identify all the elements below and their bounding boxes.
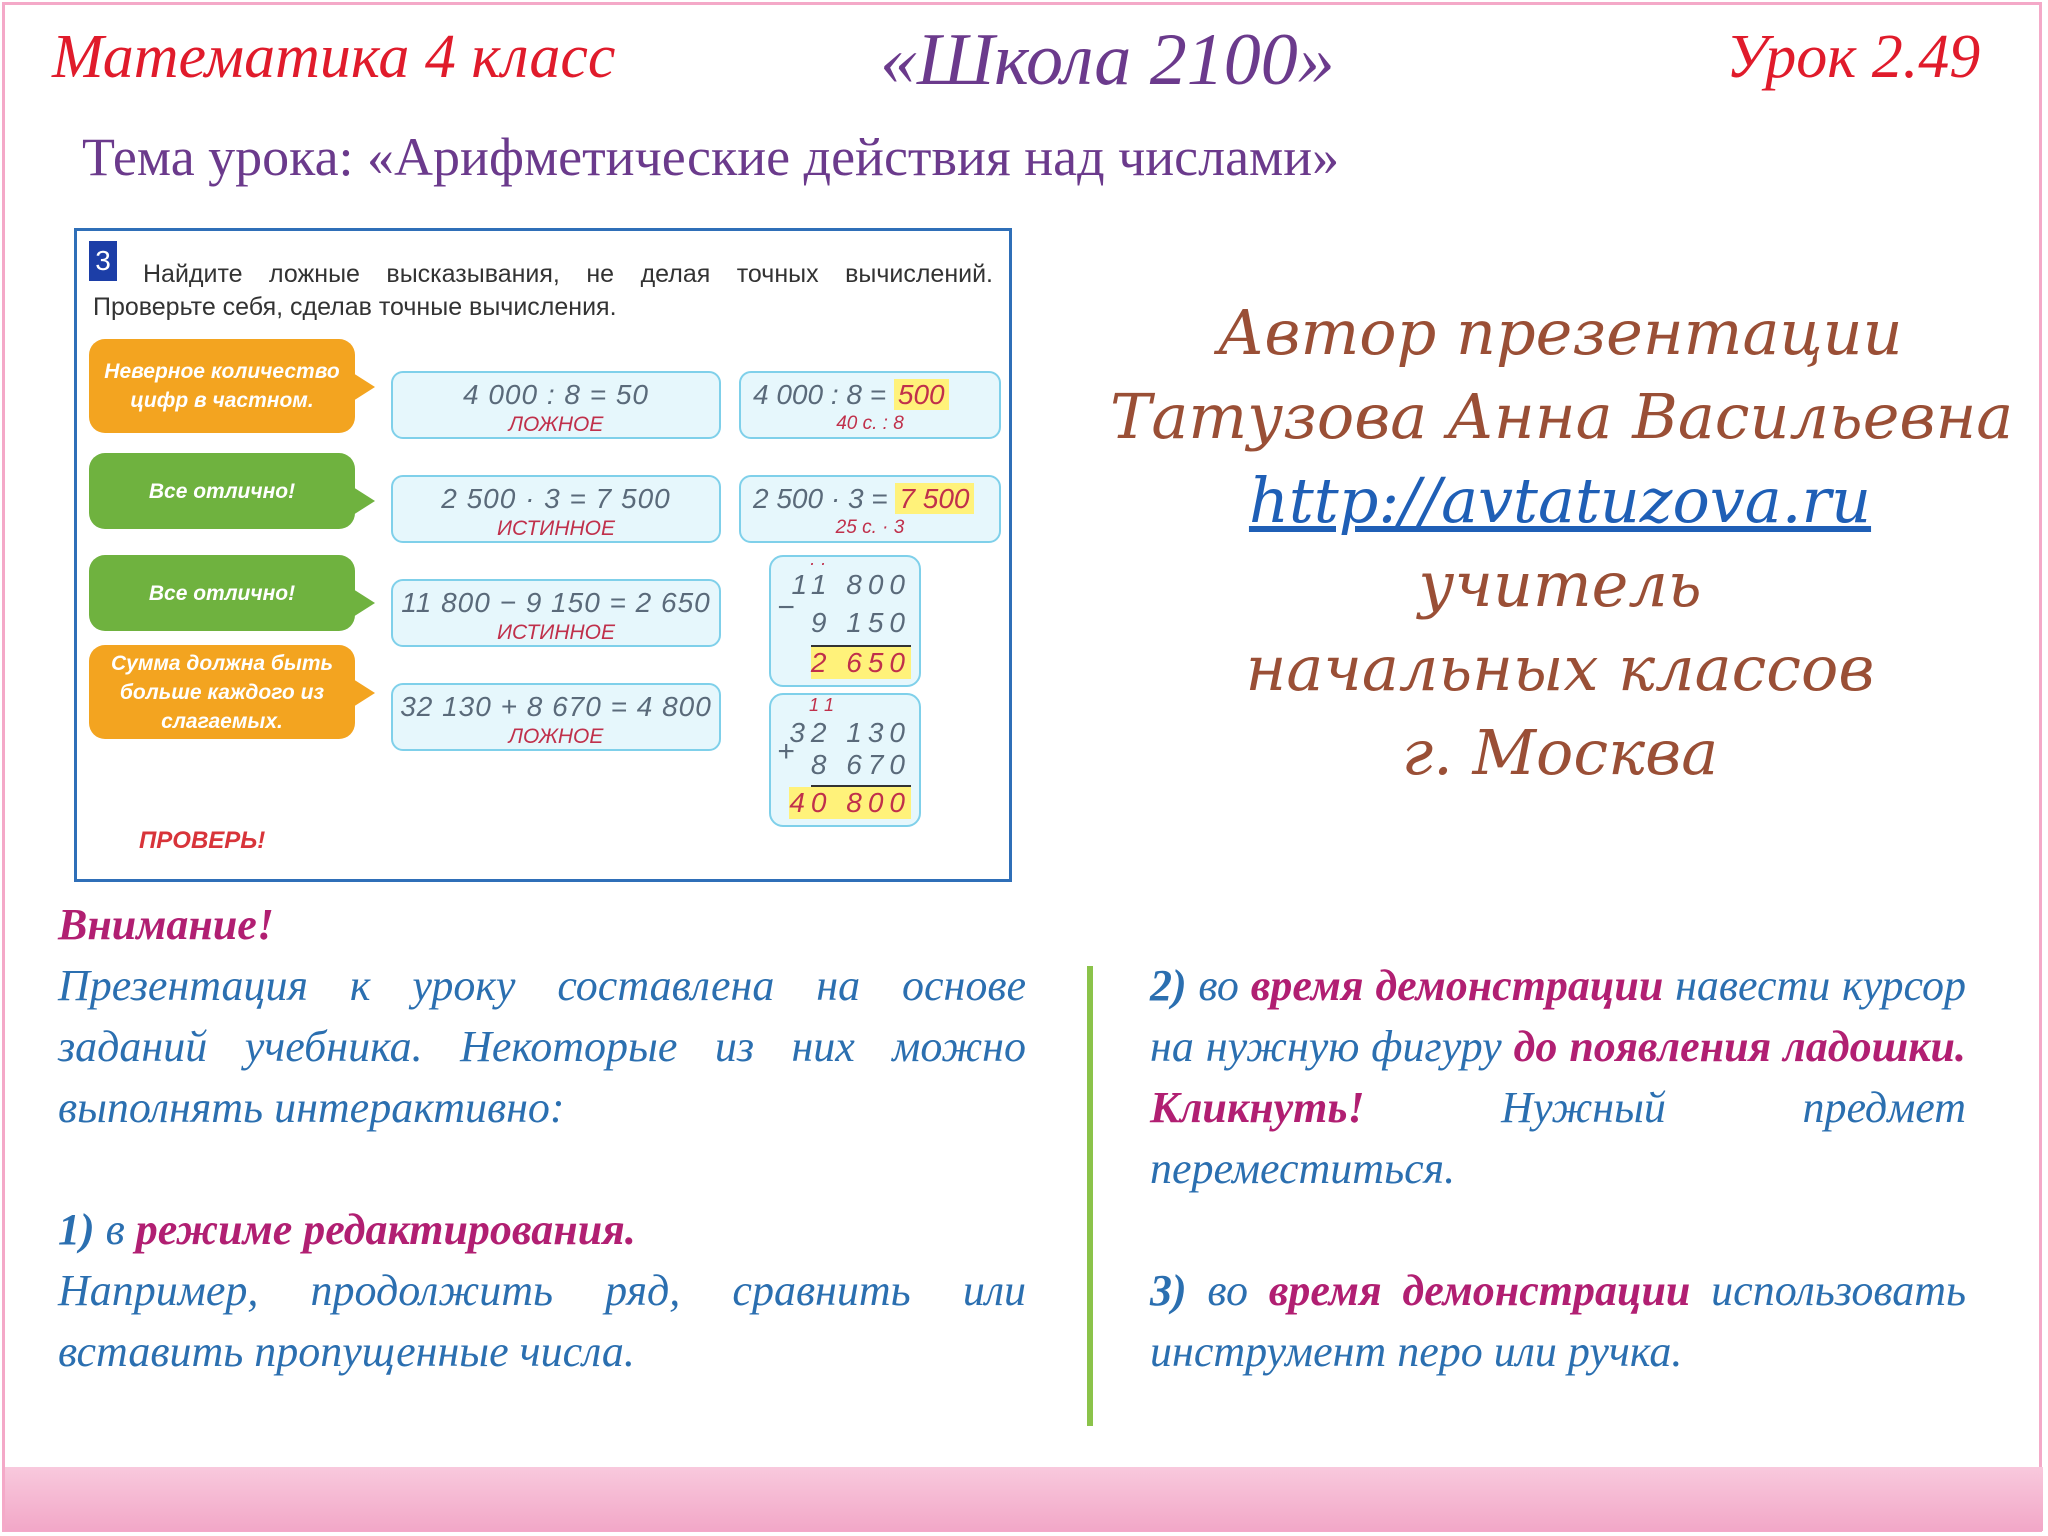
point-1-mode: режиме редактирования.: [135, 1205, 636, 1254]
check-card[interactable]: [739, 371, 1001, 439]
equation-verdict: ИСТИННОЕ: [496, 621, 615, 644]
equation-text: 32 130 + 8 670 = 4 800: [400, 691, 712, 722]
check-card[interactable]: [739, 475, 1001, 543]
point-1-number: 1): [58, 1205, 95, 1254]
textbook-exercise: [74, 228, 1012, 882]
task-line-2: Проверьте себя, сделав точные вычисления.: [93, 293, 617, 321]
equation-card[interactable]: [391, 475, 721, 543]
hint-bubble[interactable]: Неверное количество цифр в частном.: [89, 339, 355, 433]
subject-label: Математика 4 класс: [52, 23, 616, 91]
hint-bubble[interactable]: Сумма должна быть больше каждого из слагаемых.: [89, 645, 355, 739]
column-addition[interactable]: [769, 693, 921, 827]
subtrahend: 9 150: [810, 607, 911, 638]
check-left: 2 500 · 3 =: [753, 483, 888, 514]
author-title: Автор презентации: [1217, 296, 1903, 369]
equation-card[interactable]: [391, 683, 721, 751]
task-number: 3: [89, 241, 117, 281]
minuend: 11 800: [791, 569, 911, 600]
equation-verdict: ЛОЖНОЕ: [508, 413, 604, 436]
point-2-text-a: во: [1186, 961, 1251, 1010]
equation-card[interactable]: [391, 371, 721, 439]
difference: 2 650: [810, 647, 911, 678]
column-subtraction[interactable]: [769, 555, 921, 687]
equation-text: 2 500 · 3 = 7 500: [441, 483, 671, 514]
notes-right: [1150, 955, 1966, 1382]
point-3-number: 3): [1150, 1266, 1187, 1315]
author-website-link[interactable]: http://avtatuzova.ru: [1248, 464, 1872, 537]
equation-text: 4 000 : 8 = 50: [462, 379, 650, 410]
check-hint: 25 с. · 3: [835, 517, 905, 538]
equation-verdict: ЛОЖНОЕ: [508, 725, 604, 748]
check-left: 4 000 : 8 =: [753, 379, 887, 410]
sum: 40 800: [789, 787, 911, 818]
lesson-topic: Тема урока: «Арифметические действия над числами»: [82, 127, 1340, 187]
equation-verdict: ИСТИННОЕ: [496, 517, 615, 540]
point-3: [1150, 1260, 1966, 1382]
plus-sign: +: [777, 735, 801, 768]
program-title: «Школа 2100»: [880, 19, 1335, 101]
point-2-click: до появления ладошки. Кликнуть!: [1150, 1022, 1966, 1132]
point-1-in: в: [94, 1205, 136, 1254]
carry-marks: 1 1: [809, 695, 835, 715]
point-1-example: Например, продолжить ряд, сравнить или вставить пропущенные числа.: [58, 1266, 1026, 1376]
check-label[interactable]: ПРОВЕРЬ!: [139, 827, 266, 854]
minus-sign: −: [777, 591, 801, 624]
author-city: г. Москва: [1401, 716, 1719, 789]
hint-bubble[interactable]: Все отлично!: [89, 453, 355, 529]
check-hint: 40 с. : 8: [836, 413, 904, 434]
notes-left: [58, 955, 1026, 1382]
point-2: [1150, 955, 1966, 1199]
point-3-demo: время демонстрации: [1268, 1266, 1691, 1315]
point-2-text-c: навести курсор на нужную фигуру: [1150, 961, 1966, 1071]
attention-heading: Внимание!: [58, 900, 274, 949]
addend-2: 8 670: [810, 749, 911, 780]
point-1: [58, 1199, 1026, 1260]
check-expression: [753, 483, 974, 515]
point-3-text-a: во: [1186, 1266, 1269, 1315]
lesson-label: Урок 2.49: [1726, 23, 1981, 91]
check-result: 7 500: [895, 483, 973, 514]
author-role-detail: начальных классов: [1245, 632, 1875, 705]
point-2-text-e: Нужный предмет переместиться.: [1150, 1083, 1966, 1193]
check-result: 500: [894, 379, 949, 410]
task-line-1: Найдите ложные высказывания, не делая точных вычислений.: [143, 260, 993, 288]
carry-marks: · ·: [809, 553, 826, 573]
hint-bubble[interactable]: Все отлично!: [89, 555, 355, 631]
addend-1: 32 130: [789, 717, 911, 748]
column-divider: [1087, 966, 1093, 1426]
author-name: Татузова Анна Васильевна: [1110, 380, 2014, 453]
point-2-number: 2): [1150, 961, 1187, 1010]
equation-text: 11 800 − 9 150 = 2 650: [401, 587, 711, 618]
author-role: учитель: [1418, 548, 1702, 621]
check-expression: [753, 379, 949, 411]
equation-card[interactable]: [391, 579, 721, 647]
point-2-demo: время демонстрации: [1250, 961, 1664, 1010]
bottom-decor-bar: [5, 1467, 2043, 1531]
point-3-text-c: использовать инструмент перо или ручка.: [1150, 1266, 1966, 1376]
intro-text: Презентация к уроку составлена на основе заданий учебника. Некоторые из них можно выполнять интерактивно:: [58, 961, 1026, 1132]
